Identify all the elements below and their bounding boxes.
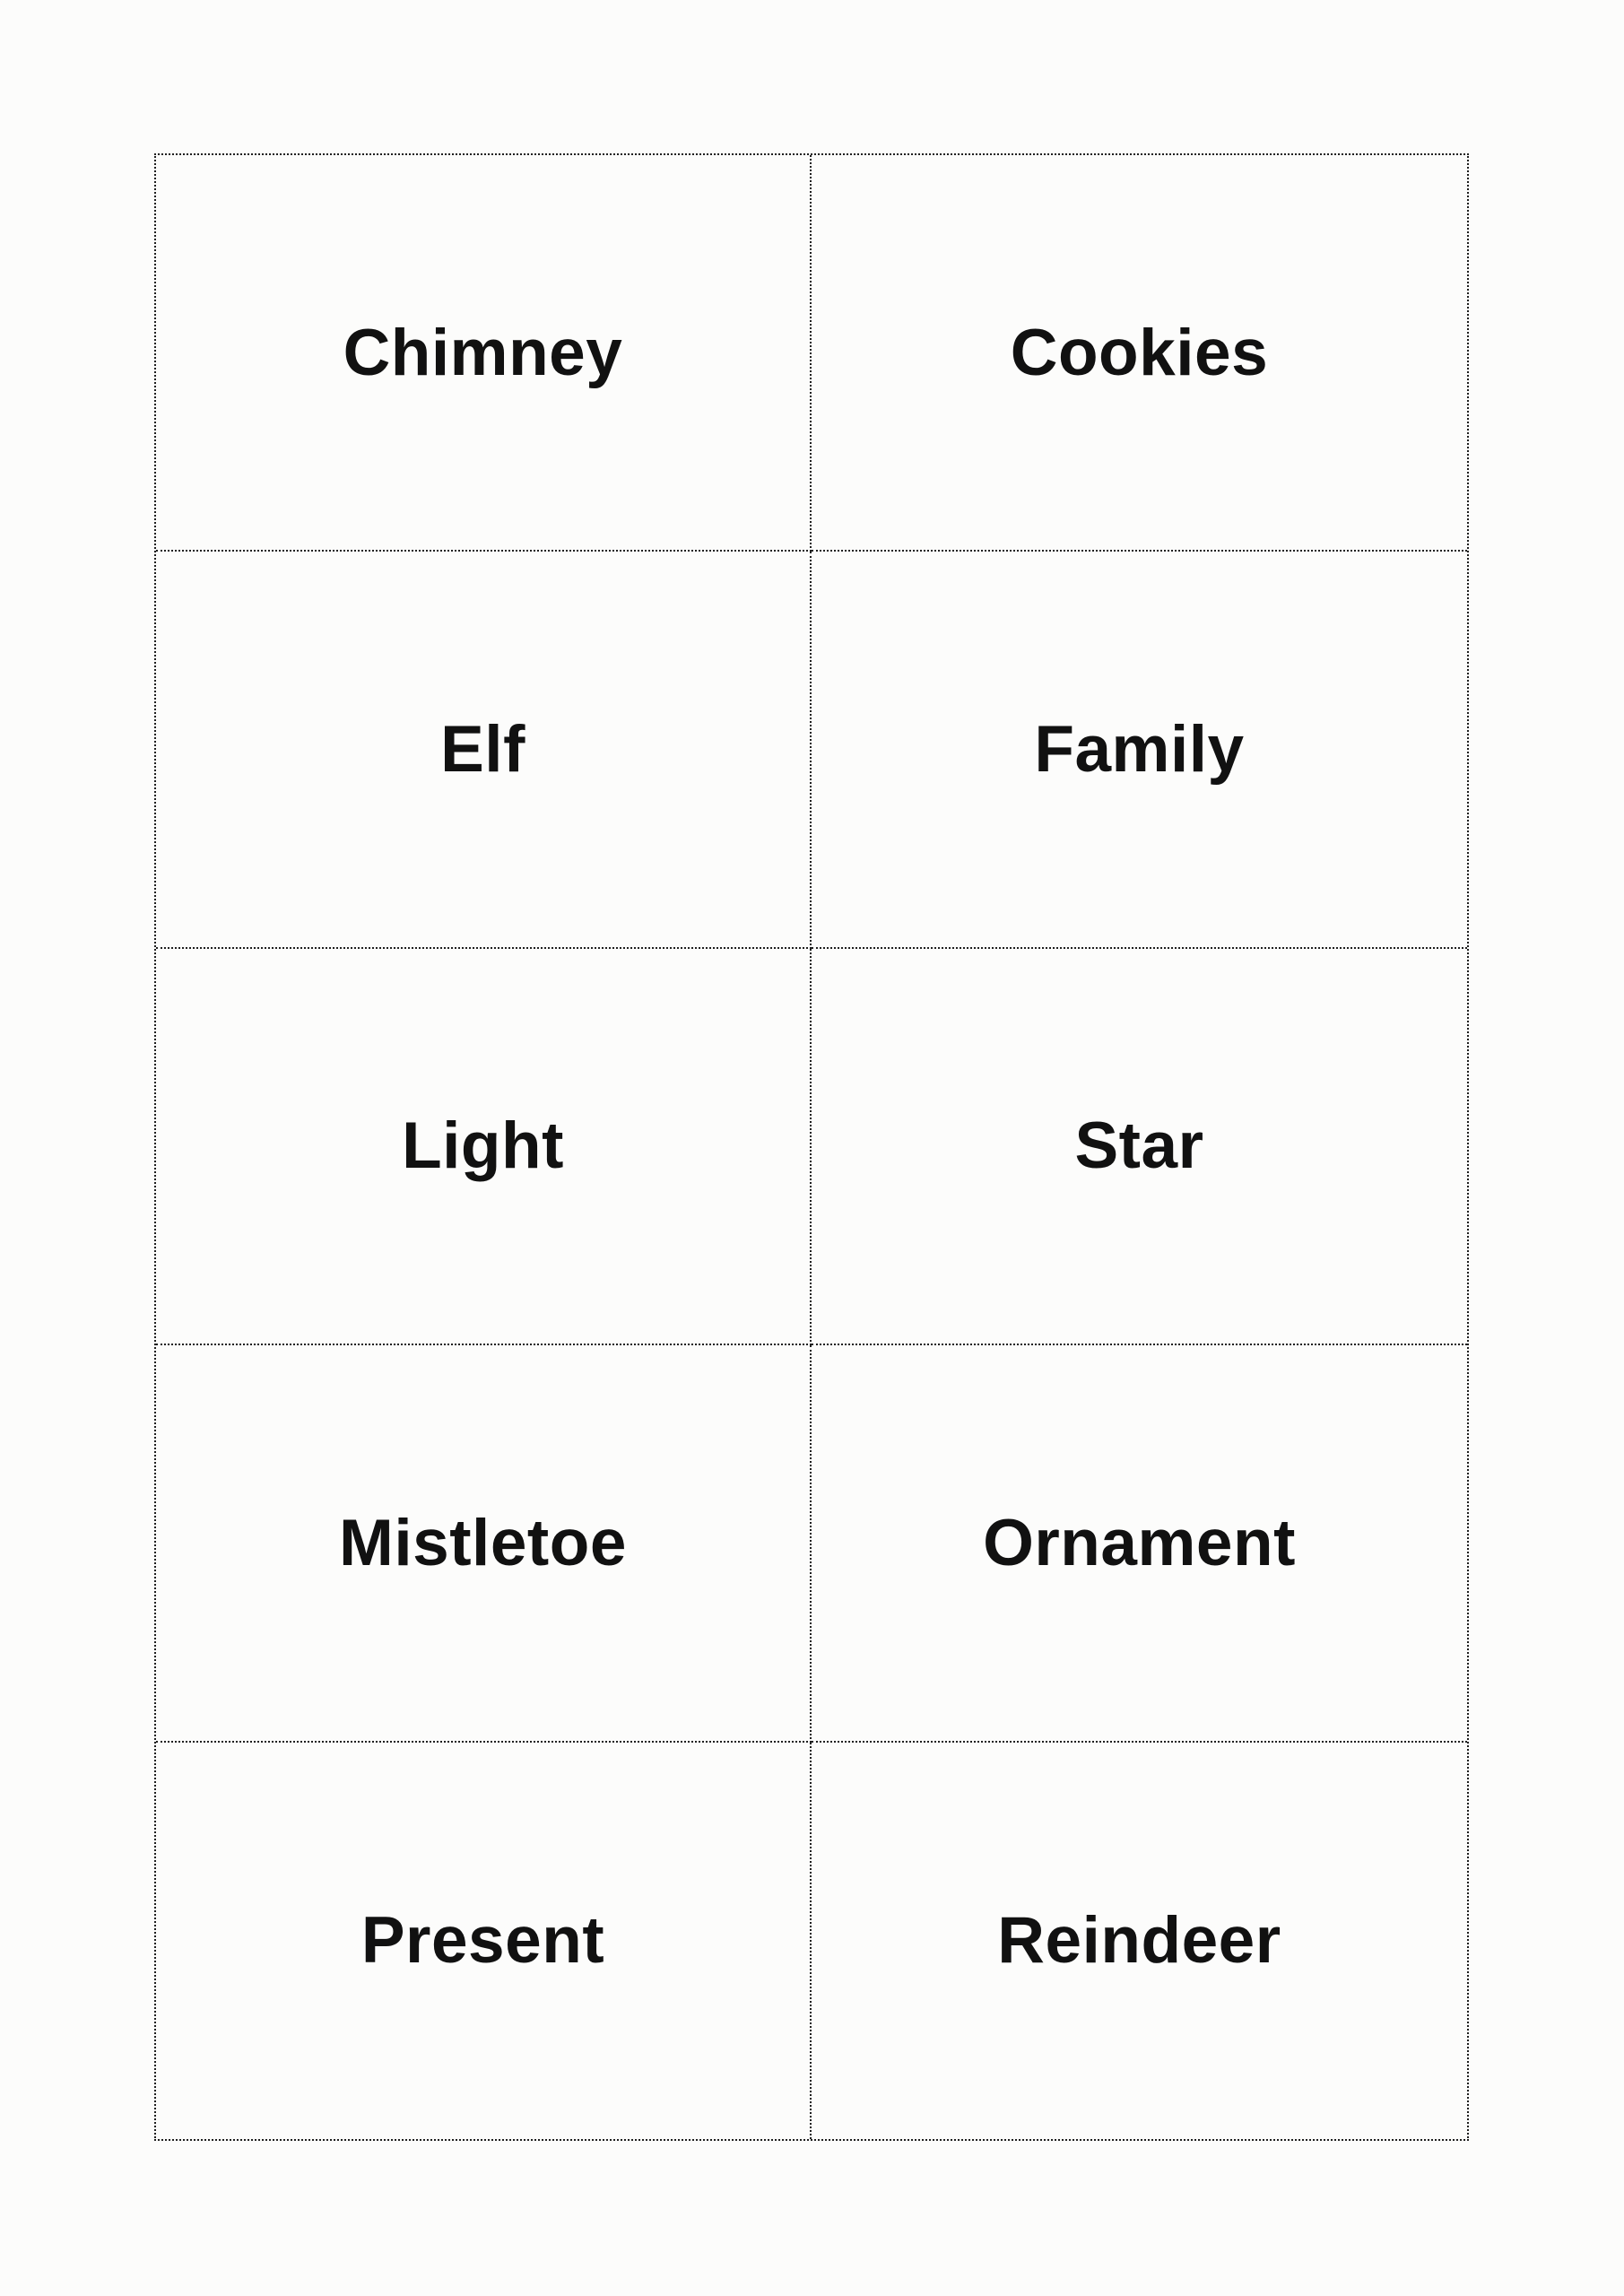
flashcard-word: Elf <box>440 713 525 787</box>
flashcard-word: Ornament <box>983 1506 1296 1579</box>
flashcard-elf <box>156 552 812 948</box>
flashcard-sheet <box>154 153 1469 2141</box>
flashcard-cookies <box>812 155 1467 552</box>
flashcard-ornament <box>812 1345 1467 1742</box>
flashcard-word: Light <box>402 1109 564 1183</box>
flashcard-family <box>812 552 1467 948</box>
flashcard-reindeer <box>812 1743 1467 2139</box>
flashcard-chimney <box>156 155 812 552</box>
flashcard-present <box>156 1743 812 2139</box>
flashcard-word: Cookies <box>1010 316 1269 389</box>
flashcard-word: Mistletoe <box>339 1506 627 1579</box>
flashcard-word: Reindeer <box>997 1904 1281 1978</box>
flashcard-word: Star <box>1074 1109 1204 1183</box>
flashcard-word: Family <box>1034 713 1245 787</box>
flashcard-word: Present <box>360 1904 605 1978</box>
flashcard-star <box>812 949 1467 1345</box>
flashcard-mistletoe <box>156 1345 812 1742</box>
flashcard-word: Chimney <box>343 316 623 389</box>
flashcard-light <box>156 949 812 1345</box>
